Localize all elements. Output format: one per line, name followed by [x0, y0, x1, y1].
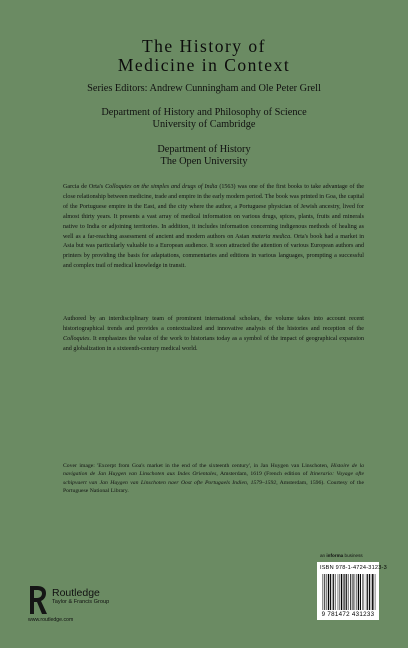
barcode-bar	[330, 574, 331, 610]
barcode-panel	[317, 562, 387, 620]
blurb-1-text-a: Garcia de Orta's	[63, 184, 106, 190]
blurb-1-book-title: Colloquies on the simples and drugs of India	[105, 184, 218, 190]
department-open-university	[0, 144, 408, 169]
barcode-bar	[350, 574, 351, 610]
credit-text-a: Cover image: 'Excerpt from Goa's market in the end of the sixteenth century', in Jan Huygen van Linschoten,	[63, 463, 331, 469]
department-open-university-line-1: Department of History	[157, 144, 251, 155]
credit-text-c: , Amsterdam, 1596). Courtesy of the Portuguese National Library.	[63, 479, 364, 494]
barcode-bar	[341, 574, 342, 610]
barcode-bar	[372, 574, 373, 610]
barcode-bar	[367, 574, 368, 610]
isbn-label: ISBN 978-1-4724-3123-3	[320, 565, 387, 571]
blurb-1-text-b: (1563) was one of the first books to take advantage of the close relationship between medicine, trade and empire in the early modern period. The book was printed in Goa, the capital of the Portuguese empire in the East, and the city where the author, a Portuguese physician of Jewish ancestry, lived for almost thirty years. It presents a vast array of medical information on various drugs, spices, plants, fruits and minerals native to India or adjoining territories. In addition, it includes information concerning indigenous methods of healing as well as a far-reaching assessment of ancient and modern authors on Asian	[63, 184, 364, 240]
blurb-2-text-a: Authored by an interdisciplinary team of prominent international scholars, the volume takes into account recent historiographical trends and provides a contextualized and innovative analysis of the histories and reception of the	[63, 316, 364, 332]
credit-title-2: Itinerario: Voyage ofte schipvaert van Jan Huygen van Linschoten naer Oost ofte Portugaels Indien, 1579–1592	[63, 471, 364, 486]
barcode-bar	[328, 574, 329, 610]
blurb-2-text-b: . It emphasizes the value of the work to historians today as a symbol of the impact of geographical expansion and globalization in a sixteenth-century medical world.	[63, 335, 364, 352]
credit-text-b: , Amsterdam, 1619 (French edition of	[216, 471, 311, 478]
publisher-url[interactable]: www.routledge.com	[28, 617, 74, 623]
blurb-1-term: materia medica	[251, 233, 291, 240]
series-title	[0, 37, 408, 75]
informa-business-label	[320, 553, 363, 558]
barcode-bar	[333, 574, 334, 610]
department-cambridge	[0, 107, 408, 132]
barcode-number: 9 781472 431233	[321, 611, 375, 618]
barcode-image	[322, 574, 376, 610]
blurb-paragraph-1	[63, 183, 364, 272]
series-title-line-2: Medicine in Context	[117, 55, 291, 75]
cover-image-credit	[63, 462, 364, 495]
department-cambridge-line-1: Department of History and Philosophy of Science	[101, 107, 307, 118]
blurb-1-text-c: . Orta's book had a market in Asia but was particularly valuable to a European audience. It soon attracted the attention of various European authors and printers by providing the basis for adaptations, commentaries and editions in various languages, prompting a successful and complex trail of medical knowledge in transit.	[63, 233, 365, 270]
barcode-bar	[360, 574, 361, 610]
credit-title-1: Histoire de la navigation de Jan Huygen van Linschoten aux Indes Orientales	[63, 463, 364, 478]
informa-prefix: an	[320, 553, 327, 558]
informa-brand: informa	[326, 553, 344, 558]
blurb-2-book-title: Colloquies	[63, 335, 90, 342]
routledge-logo-icon	[27, 584, 49, 616]
department-cambridge-line-2: University of Cambridge	[152, 119, 256, 131]
series-editors: Series Editors: Andrew Cunningham and Ole Peter Grell	[87, 83, 321, 94]
informa-suffix: business	[343, 553, 363, 558]
publisher-group: Taylor & Francis Group	[52, 599, 110, 605]
publisher-name: Routledge	[52, 587, 100, 599]
barcode-bar	[369, 574, 370, 610]
barcode-bar	[344, 574, 345, 610]
blurb-paragraph-2	[63, 315, 364, 355]
barcode-bar	[358, 574, 359, 610]
series-title-line-1: The History of	[141, 36, 267, 56]
barcode-bar	[346, 574, 347, 610]
department-open-university-line-2: The Open University	[160, 156, 248, 168]
